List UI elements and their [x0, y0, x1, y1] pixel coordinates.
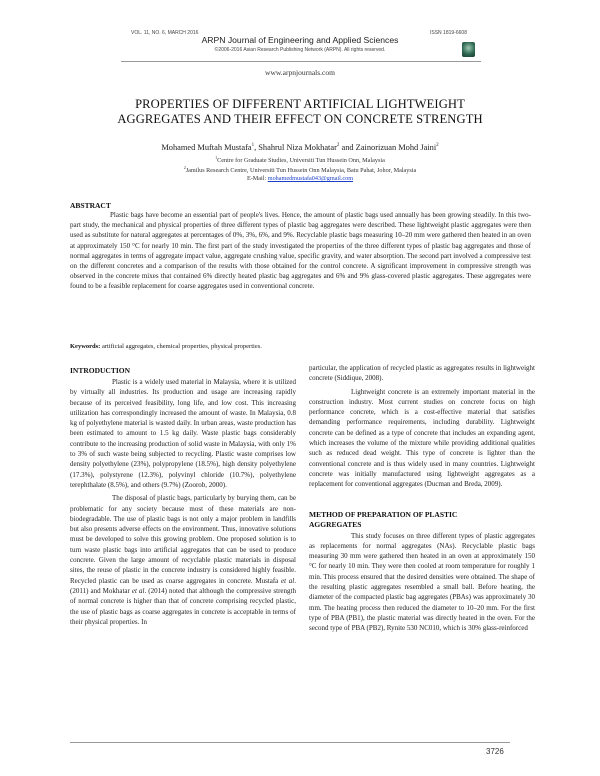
introduction-paragraph-3: Lightweight concrete is an extremely important material in the construction industry. Most current studies on concrete focus on high performance concrete, which is a cost-effective material that satisfies demanding performance requirements, including durability. Lightweight concrete can be defined as a type of concrete that includes an expanding agent, which increases the volume of the mixture while providing additional qualities such as reduced dead weight. This type of concrete is lighter than the conventional concrete and is thus widely used in many countries. Lightweight concrete was initially manufactured using lightweight aggregates as a replacement for conventional aggregates (Ducman and Breda, 2009).	[309, 387, 535, 489]
left-column	[70, 366, 296, 627]
affiliation-1	[90, 155, 510, 164]
journal-url: www.arpnjournals.com	[265, 68, 335, 77]
volume-info: VOL. 11, NO. 6, MARCH 2016	[131, 30, 199, 36]
right-column	[309, 363, 535, 634]
title-line-1: PROPERTIES OF DIFFERENT ARTIFICIAL LIGHTWEIGHT	[135, 97, 465, 111]
affiliation-text: Centre for Graduate Studies, Universiti Tun Hussein Onn, Malaysia	[217, 157, 385, 165]
header-divider	[121, 61, 481, 62]
email-label: E-Mail:	[246, 175, 268, 182]
paper-title	[60, 97, 540, 127]
journal-name: ARPN Journal of Engineering and Applied Sciences	[201, 35, 399, 45]
author-separator: ,	[254, 143, 259, 152]
footer-divider	[70, 742, 510, 743]
citation-et-al: et al	[131, 586, 145, 595]
keywords-label: Keywords:	[70, 343, 101, 350]
email-link[interactable]: mohamedmustafa043@gmail.com	[267, 175, 354, 182]
page-number: 3726	[486, 747, 504, 756]
author-affiliation-marker: 2	[436, 143, 439, 149]
abstract-text: Plastic bags have become an essential part of people's lives. Hence, the amount of plastic bags used annually has been growing steadily. In this two-part study, the mechanical and physical properties of three different types of plastic bag aggregates were described. These lightweight plastic aggregates were then used as substitute for natural aggregates at percentages of 0%, 3%, 6%, and 9%. Recyclable plastic bags measuring 10–20 mm were gathered then heated in an oven at approximately 150 °C for nearly 10 min. The first part of the study investigated the properties of the three different types of plastic bag aggregates and those of normal aggregates in terms of aggregate impact value, aggregate crushing value, specific gravity, and water absorption. The second part involved a compressive test on the different concretes and a comparison of the results with those obtained for the control concrete. A significant improvement in compressive strength was observed in the concrete mixes that contained 6% directly heated plastic bag aggregates and 6% and 9% glass-covered plastic aggregates. These aggregates were found to be a feasible replacement for coarse aggregates used in conventional concrete.	[70, 211, 531, 291]
paragraph-text: . (2014) noted that although the compressive strength of normal concrete is higher than that of concrete comprising recycled plastic, the use of plastic bags as coarse aggregates in concrete is acceptable in terms of their physical properties. In	[70, 586, 296, 626]
introduction-heading: INTRODUCTION	[70, 366, 131, 375]
keywords-text: artificial aggregates, chemical properties, physical properties.	[100, 343, 262, 350]
title-line-2: AGGREGATES AND THEIR EFFECT ON CONCRETE STRENGTH	[117, 112, 483, 126]
introduction-paragraph-1: Plastic is a widely used material in Malaysia, where it is utilized by virtually all industries. Its production and usage are increasing rapidly because of its perceived feasibility, long life, and low cost. This increasing utilization has correspondingly increased the amount of waste. In Malaysia, 0.8 kg of polyethylene material is wasted daily. In urban areas, waste production has been estimated to amount to 1.5 kg daily. Waste plastic bags considerably contribute to the increasing production of solid waste in Malaysia, with only 1% to 3% of such waste being subjected to recycling. Plastic waste comprises low density polyethylene (23%), polypropylene (18.5%), high density polyethylene (17.3%), polystyrene (12.3%), polyvinyl chloride (10.7%), polyethylene terephthalate (8.5%), and others (9.7%) (Zoorob, 2000).	[70, 378, 296, 489]
author-name: Zainorizuan Mohd Jaini	[355, 143, 437, 152]
citation-et-al: et al	[281, 576, 295, 585]
author-affiliation-marker: 2	[336, 143, 340, 149]
author-list	[90, 143, 510, 152]
affiliation-text: Jamilus Research Centre, Universiti Tun Hussein Onn Malaysia, Batu Pahat, Johor, Malaysia	[185, 167, 417, 175]
author-name: Shahrul Niza Mokhatar	[258, 143, 337, 152]
abstract-heading: ABSTRACT	[70, 201, 111, 210]
affiliation-2	[90, 165, 510, 174]
keywords	[70, 343, 262, 350]
issn: ISSN 1819-6608	[430, 30, 467, 36]
method-heading-line-2: AGGREGATES	[309, 519, 362, 529]
introduction-paragraph-2-continued: particular, the application of recycled plastic as aggregates results in lightweight concrete (Siddique, 2008).	[309, 364, 535, 383]
paragraph-text: . (2011) and Mokhatar	[70, 576, 296, 595]
method-heading	[309, 510, 535, 530]
arpn-globe-logo-icon	[462, 42, 475, 57]
affiliation-marker: 2	[183, 165, 186, 170]
method-paragraph-1: This study focuses on three different types of plastic aggregates as replacements for normal aggregates (NAs). Recyclable plastic bags measuring 30 mm were gathered then heated in an oven at approximately 150 °C for nearly 10 min. They were then cooled at room temperature for roughly 1 min. This process ensured that the desired densities were obtained. The shape of the resulting plastic aggregates resembled a small ball. Before heating, the diameter of the compacted plastic bag aggregates (PBAs) was approximately 30 mm. The heating process then reduced the diameter to 10–20 mm. For the first type of PBA (PB1), the plastic material was directly heated in the oven. For the second type of PBA (PB2), Rynite 530 NC010, which is 30% glass-reinforced	[309, 531, 535, 633]
author-name: Mohamed Muftah Mustafa	[161, 143, 252, 152]
introduction-paragraph-2	[70, 493, 296, 627]
author-separator: and	[339, 143, 356, 152]
copyright-notice: ©2006-2016 Asian Research Publishing Network (ARPN). All rights reserved.	[214, 47, 386, 53]
contact-email	[90, 175, 510, 182]
author-affiliation-marker: 1	[251, 143, 255, 149]
paragraph-text: The disposal of plastic bags, particularly by burying them, can be problematic for any society because most of these materials are non-biodegradable. The use of plastic bags is not only a major problem in landfills but also presents adverse effects on the environment. Thus, innovative solutions must be developed to solve this growing problem. One proposed solution is to turn waste plastic bags into artificial aggregates that can be used to produce concrete. Given the large amount of recyclable plastic materials in disposal sites, the reuse of plastic in the concrete industry is considered highly feasible. Recycled plastic can be used as coarse aggregates in concrete. Mustafa	[70, 494, 296, 585]
method-heading-line-1: METHOD OF PREPARATION OF PLASTIC	[309, 509, 458, 519]
affiliation-marker: 1	[215, 155, 218, 160]
